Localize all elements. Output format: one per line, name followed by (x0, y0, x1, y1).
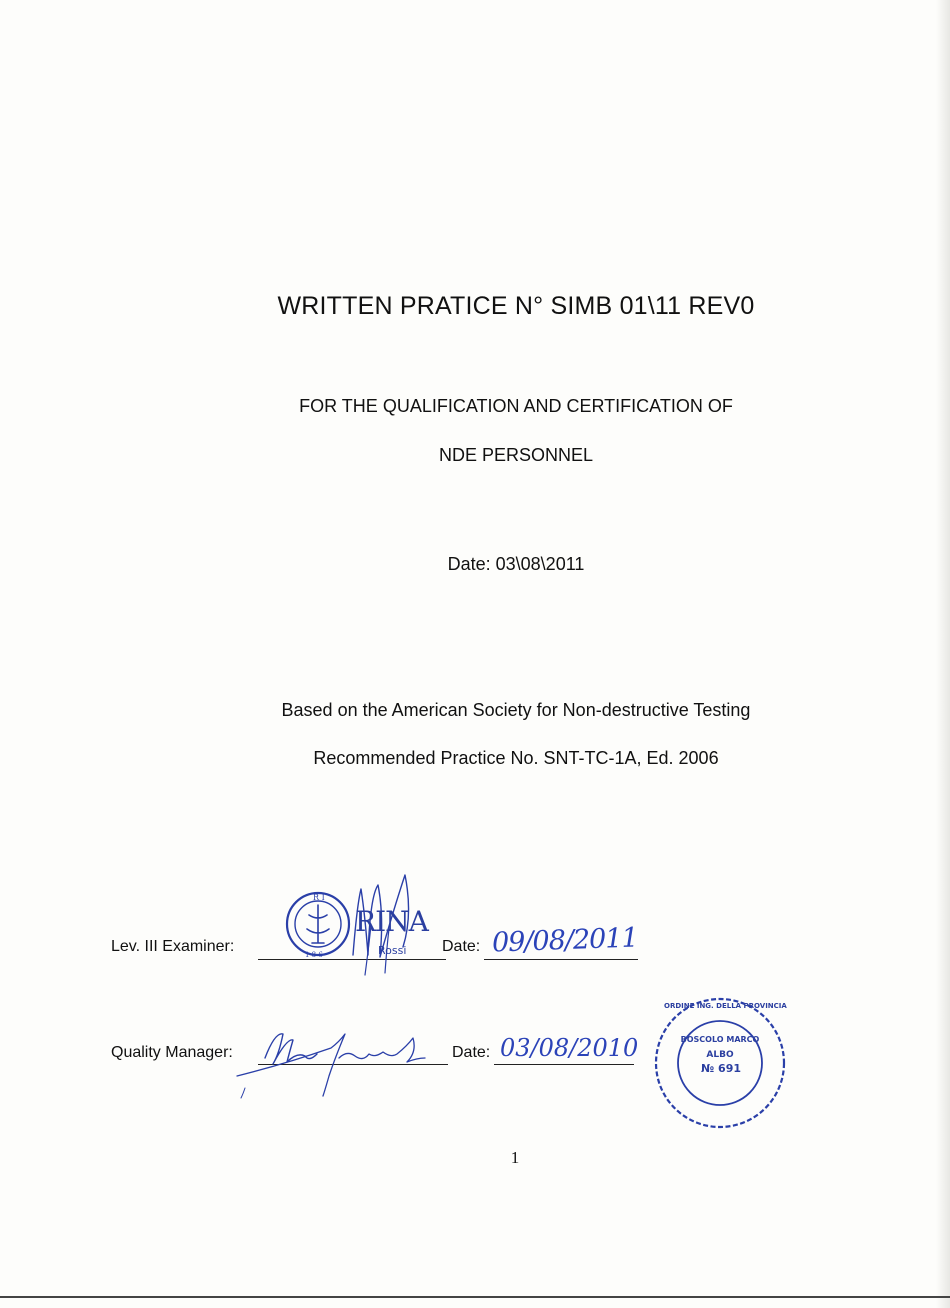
document-subtitle-line2: NDE PERSONNEL (438, 445, 594, 465)
svg-text:1 8 6: 1 8 6 (305, 951, 323, 959)
rina-stamp-text: RINA (355, 905, 428, 938)
rina-stamp-name: Rossi (378, 944, 407, 957)
quality-manager-date-line (494, 1064, 634, 1065)
scan-edge-shade (936, 0, 950, 1308)
document-subtitle-line1: FOR THE QUALIFICATION AND CERTIFICATION OF (299, 396, 733, 416)
stamp-albo: ALBO (706, 1050, 734, 1060)
stamp-outer-text: ORDINE ING. DELLA PROVINCIA (664, 1002, 787, 1010)
quality-manager-date-label: Date: (452, 1044, 491, 1061)
examiner-label: Lev. III Examiner: (111, 938, 235, 955)
stamp-inner-text: BOSCOLO MARCO (680, 1035, 760, 1044)
scan-bottom-edge (0, 1296, 950, 1298)
quality-manager-signature-icon (235, 1028, 445, 1098)
examiner-date-label: Date: (442, 938, 481, 955)
stamp-number: № 691 (700, 1062, 742, 1075)
examiner-date-line (484, 959, 638, 960)
svg-text:R I: R I (313, 893, 325, 902)
quality-manager-handwritten-date: 03/08/2010 (500, 1034, 639, 1062)
quality-manager-label: Quality Manager: (111, 1044, 233, 1061)
based-on-line1: Based on the American Society for Non-destructive Testing (281, 700, 751, 720)
page-number: 1 (510, 1148, 520, 1167)
examiner-handwritten-date: 09/08/2011 (491, 922, 639, 959)
document-date: Date: 03\08\2011 (447, 554, 585, 574)
document-title: WRITTEN PRATICE N° SIMB 01\11 REV0 (277, 292, 755, 320)
based-on-line2: Recommended Practice No. SNT-TC-1A, Ed. 2006 (313, 748, 719, 768)
